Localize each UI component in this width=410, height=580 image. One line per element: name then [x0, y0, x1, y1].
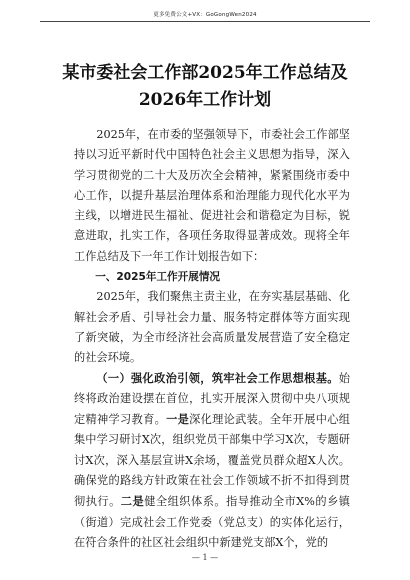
header-divider	[40, 21, 370, 22]
section-heading-1: 一、2025年工作开展情况	[95, 271, 221, 284]
title-line-1: 某市委社会工作部2025年工作总结及	[62, 63, 348, 83]
subsection-1-point-2-marker: 二是	[120, 494, 145, 509]
subsection-1-text-a: 始终将政治建设摆在首位，扎实开展深入贯彻中央八项规定精神学习教育。	[74, 371, 350, 427]
section1-intro-paragraph: 2025年，我们聚焦主责主业，在夯实基层基础、化解社会矛盾、引导社会力量、服务特定群体等方面实现了新突破，为全市经济社会高质量发展营造了安全稳定的社会环境。	[74, 290, 350, 365]
subsection-1-point-1-marker: 一是	[166, 412, 190, 427]
subsection-1-text-b: 深化理论武装。全年开展中心组集中学习研讨X次，组织党员干部集中学习X次，专题研讨X次，深入基层宣讲X余场，覆盖党员群众超X人次。确保党的路线方针政策在社会工作领域不折不扣得到贯彻执行。	[74, 413, 350, 509]
subsection-1-paragraph	[74, 369, 350, 554]
intro-paragraph: 2025年，在市委的坚强领导下，市委社会工作部坚持以习近平新时代中国特色社会主义思想为指导，深入学习贯彻党的二十大及历次全会精神，紧紧围绕市委中心工作，以提升基层治理体系和治理能力现代化水平为主线，以增进民生福祉、促进社会和谐稳定为目标，锐意进取，扎实工作，各项任务取得显著成效。现将全年工作总结及下一年工作计划报告如下：	[74, 128, 350, 263]
document-title	[40, 60, 370, 114]
subsection-1-lead: （一）强化政治引领，筑牢社会工作思想根基。	[96, 371, 339, 385]
title-line-2: 2026年工作计划	[138, 90, 272, 110]
header-promo-text: 更多免费公文+VX：GoGongWen2024	[153, 12, 257, 18]
document-body	[74, 125, 350, 553]
subsection-1-text-c: 健全组织体系。指导推动全市X%的乡镇（街道）完成社会工作党委（党总支）的实体化运行，在符合条件的社区社会组织中新建党支部X个，党的	[74, 495, 350, 549]
page-number: — 1 —	[191, 553, 219, 562]
